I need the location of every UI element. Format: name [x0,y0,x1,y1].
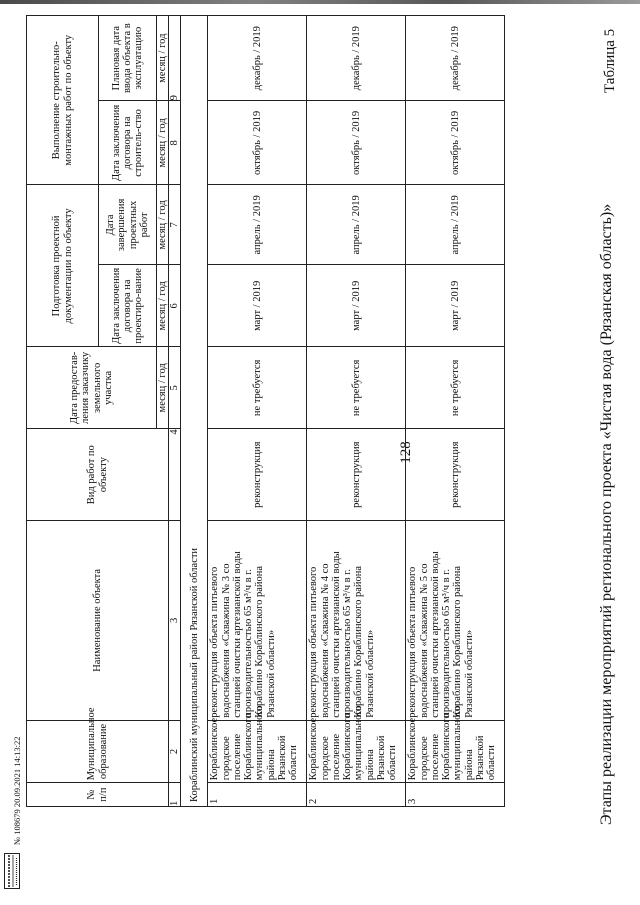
row-number: 2 [307,783,406,807]
table-label: Таблица 5 [602,28,618,93]
registration-stamp-icon [4,853,20,889]
design-contract-cell: март / 2019 [307,265,406,347]
stages-table [26,15,505,807]
header-design-contract: Дата заключения договора на проектиро-вание [99,265,157,347]
object-cell: реконструкция объекта питьевого водоснабжения «Скважина № 4 со станцией очистки артезианской воды производительностью 65 м³/ч в г. Кораблино Кораблинского района Рязанской области» [307,521,406,721]
design-end-cell: апрель / 2019 [307,185,406,265]
column-number: 5 [169,347,181,429]
column-numbers-row [169,16,181,807]
header-row-1 [27,16,99,807]
column-number: 6 [169,265,181,347]
column-number: 3 [169,521,181,721]
unit-cell: месяц / год [157,16,169,101]
header-object: Наименование объекта [27,521,169,721]
land-date-cell: не требуется [208,347,307,429]
build-contract-cell: октябрь / 2019 [406,101,505,185]
build-contract-cell: октябрь / 2019 [208,101,307,185]
object-cell: реконструкция объекта питьевого водоснабжения «Скважина № 3 со станцией очистки артезианской воды производительностью 65 м³/ч в г. Кораблино Кораблинского района Рязанской области» [208,521,307,721]
design-end-cell: апрель / 2019 [406,185,505,265]
unit-cell: месяц / год [157,101,169,185]
work-type-cell: реконструкция [208,429,307,521]
column-number: 9 [169,16,181,101]
column-number: 7 [169,185,181,265]
column-number: 8 [169,101,181,185]
table-row [307,16,406,807]
header-municipality: Муниципальное образование [27,720,169,783]
unit-cell: месяц / год [157,265,169,347]
commissioning-cell: декабрь / 2019 [208,16,307,101]
header-commissioning: Плановая дата ввода объекта в эксплуатацию [99,16,157,101]
header-num: № п/п [27,783,169,807]
column-number: 1 [169,783,181,807]
page-number: 128 [398,441,414,464]
land-date-cell: не требуется [307,347,406,429]
table-row [406,16,505,807]
header-work-type: Вид работ по объекту [27,429,169,521]
row-number: 1 [208,783,307,807]
municipality-cell: Кораблинское городское поселение Кораблинского муниципального района Рязанской области [307,720,406,783]
table-row [208,16,307,807]
column-number: 4 [169,429,181,521]
region-row [181,16,208,807]
design-contract-cell: март / 2019 [406,265,505,347]
header-land-date: Дата предостав-ления заказчику земельного участка [27,347,157,429]
column-number: 2 [169,720,181,783]
region-heading: Кораблинский муниципальный район Рязанской области [181,16,208,807]
design-contract-cell: март / 2019 [208,265,307,347]
page-title: Этапы реализации мероприятий регионального проекта «Чистая вода (Рязанская область)» [598,203,615,825]
header-build-contract: Дата заключения договора на строитель-ство [99,101,157,185]
design-end-cell: апрель / 2019 [208,185,307,265]
commissioning-cell: декабрь / 2019 [307,16,406,101]
row-number: 3 [406,783,505,807]
work-type-cell: реконструкция [307,429,406,521]
work-type-cell: реконструкция [406,429,505,521]
build-contract-cell: октябрь / 2019 [307,101,406,185]
object-cell: реконструкция объекта питьевого водоснабжения «Скважина № 5 со станцией очистки артезианской воды производительностью 65 м³/ч в г. Кораблино Кораблинского района Рязанской области» [406,521,505,721]
header-build-group: Выполнение строительно-монтажных работ по объекту [27,16,99,185]
header-design-group: Подготовка проектной документации по объекту [27,185,99,347]
unit-cell: месяц / год [157,347,169,429]
commissioning-cell: декабрь / 2019 [406,16,505,101]
header-design-end: Дата завершения проектных работ [99,185,157,265]
land-date-cell: не требуется [406,347,505,429]
municipality-cell: Кораблинское городское поселение Кораблинского муниципального района Рязанской области [208,720,307,783]
unit-cell: месяц / год [157,185,169,265]
document-footer: № 108679 20.09.2021 14:13:22 [12,736,22,845]
municipality-cell: Кораблинское городское поселение Кораблинского муниципального района Рязанской области [406,720,505,783]
